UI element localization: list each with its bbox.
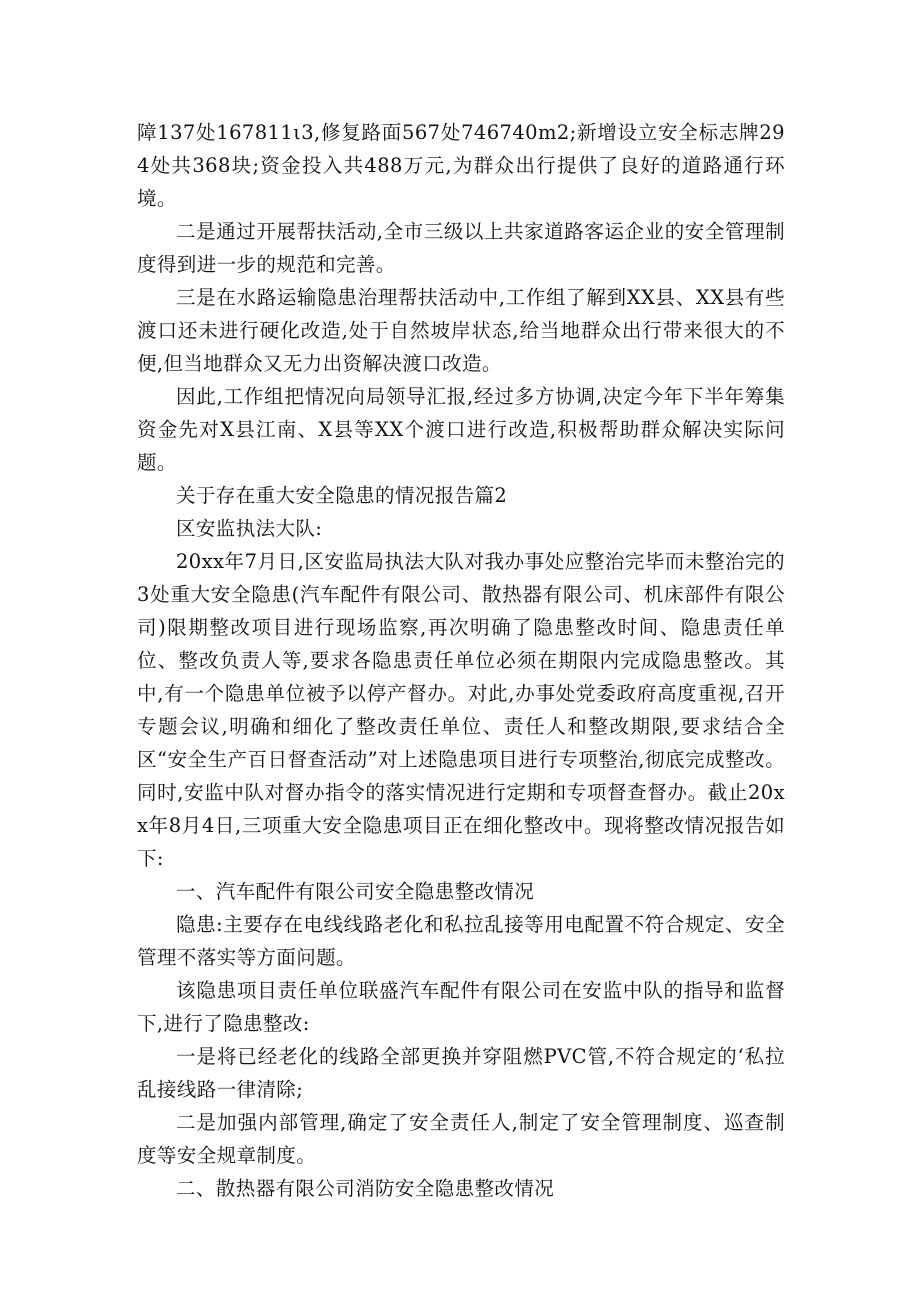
document-body [137,116,785,1205]
paragraph-road-repair: 障137处167811ι3,修复路面567处746740m2;新增设立安全标志牌294处共368块;资金投入共488万元,为群众出行提供了良好的道路通行环境。 [137,121,785,210]
heading-radiator-fire-hazard: 二、散热器有限公司消防安全隐患整改情况 [176,1177,555,1200]
paragraph-waterway-hazard: 三是在水路运输隐患治理帮扶活动中,工作组了解到XX县、XX县有些渡口还未进行硬化改造,处于自然坡岸状态,给当地群众出行带来很大的不便,但当地群众又无力出资解决渡口改造。 [137,286,785,375]
paragraph-rectification-intro: 该隐患项目责任单位联盛汽车配件有限公司在安监中队的指导和监督下,进行了隐患整改: [137,979,785,1035]
paragraph-ferry-renovation: 因此,工作组把情况向局领导汇报,经过多方协调,决定今年下半年筹集资金先对X县江南、X县等XX个渡口进行改造,积极帮助群众解决实际问题。 [137,385,785,474]
paragraph-assistance-activity: 二是通过开展帮扶活动,全市三级以上共家道路客运企业的安全管理制度得到进一步的规范和完善。 [137,220,785,276]
paragraph-inspection-summary: 20xx年7月日,区安监局执法大队对我办事处应整治完毕而未整治完的3处重大安全隐患(汽车配件有限公司、散热器有限公司、机床部件有限公司)限期整改项目进行现场监察,再次明确了隐患整改时间、隐患责任单位、整改负责人等,要求各隐患责任单位必须在期限内完成隐患整改。其中,有一个隐患单位被予以停产督办。对此,办事处党委政府高度重视,召开专题会议,明确和细化了整改责任单位、责任人和整改期限,要求结合全区“安全生产百日督查活动”对上述隐患项目进行专项整治,彻底完成整改。同时,安监中队对督办指令的落实情况进行定期和专项督查督办。截止20xx年8月4日,三项重大安全隐患项目正在细化整改中。现将整改情况报告如下: [137,550,785,870]
salutation: 区安监执法大队: [176,517,323,540]
section-title-report-2: 关于存在重大安全隐患的情况报告篇2 [176,484,508,507]
paragraph-hazard-description: 隐患:主要存在电线线路老化和私拉乱接等用电配置不符合规定、安全管理不落实等方面问题。 [137,913,785,969]
heading-auto-parts-hazard: 一、汽车配件有限公司安全隐患整改情况 [176,880,535,903]
paragraph-internal-management: 二是加强内部管理,确定了安全责任人,制定了安全管理制度、巡查制度等安全规章制度。 [137,1111,785,1167]
paragraph-wiring-replacement: 一是将已经老化的线路全部更换并穿阻燃PVC管,不符合规定的‘私拉乱接线路一律清除; [137,1045,785,1101]
